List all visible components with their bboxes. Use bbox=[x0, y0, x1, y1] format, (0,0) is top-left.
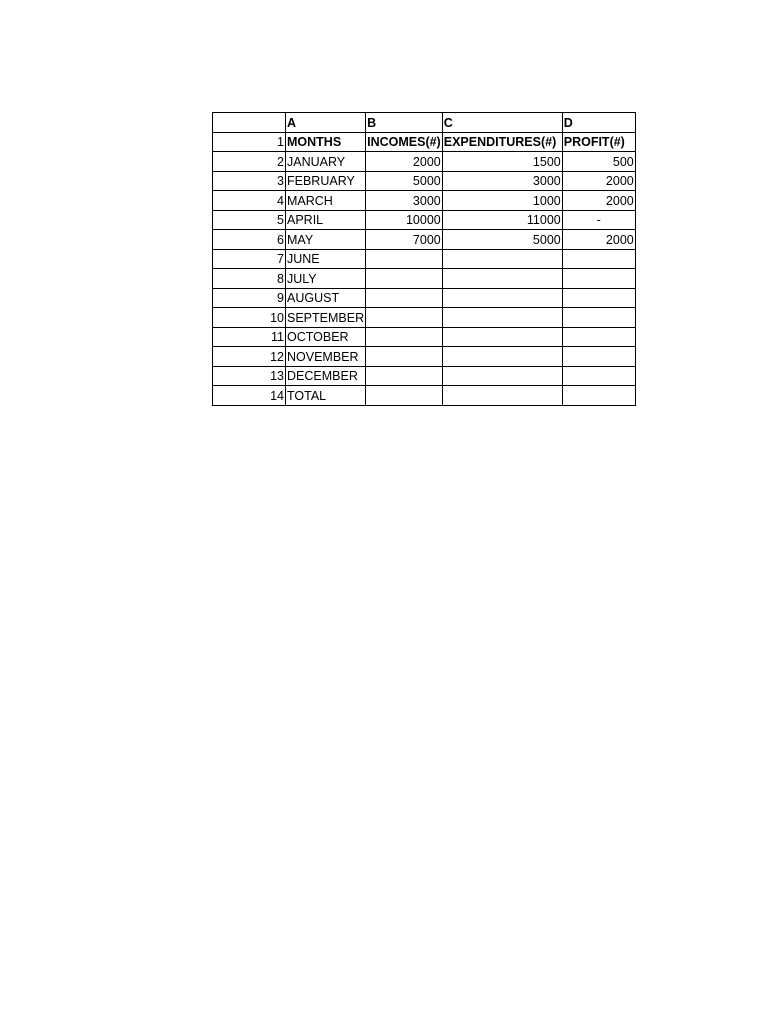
profit-cell bbox=[562, 308, 635, 328]
month-cell: SEPTEMBER bbox=[286, 308, 366, 328]
corner-cell bbox=[213, 113, 286, 133]
expenditure-cell: 1000 bbox=[442, 191, 562, 211]
table-row bbox=[213, 230, 636, 250]
profit-cell bbox=[562, 327, 635, 347]
income-cell: 3000 bbox=[366, 191, 443, 211]
month-cell: MARCH bbox=[286, 191, 366, 211]
profit-cell bbox=[562, 347, 635, 367]
profit-cell: 2000 bbox=[562, 191, 635, 211]
income-cell: 5000 bbox=[366, 171, 443, 191]
header-row bbox=[213, 132, 636, 152]
table-row bbox=[213, 191, 636, 211]
income-cell bbox=[366, 366, 443, 386]
expenditure-cell: 3000 bbox=[442, 171, 562, 191]
table-row bbox=[213, 327, 636, 347]
expenditure-cell bbox=[442, 327, 562, 347]
table-row bbox=[213, 269, 636, 289]
expenditure-cell: 5000 bbox=[442, 230, 562, 250]
expenditure-cell bbox=[442, 386, 562, 406]
row-index: 6 bbox=[213, 230, 286, 250]
table-row bbox=[213, 249, 636, 269]
expenditure-cell bbox=[442, 308, 562, 328]
expenditure-cell bbox=[442, 366, 562, 386]
month-cell: JULY bbox=[286, 269, 366, 289]
table-row bbox=[213, 366, 636, 386]
table-row bbox=[213, 171, 636, 191]
month-cell: NOVEMBER bbox=[286, 347, 366, 367]
income-expenditure-table bbox=[212, 112, 636, 406]
row-index: 4 bbox=[213, 191, 286, 211]
expenditure-cell bbox=[442, 249, 562, 269]
profit-cell: 500 bbox=[562, 152, 635, 172]
profit-cell bbox=[562, 249, 635, 269]
income-cell: 10000 bbox=[366, 210, 443, 230]
header-expenditures: EXPENDITURES(#) bbox=[442, 132, 562, 152]
month-cell: TOTAL bbox=[286, 386, 366, 406]
table-row bbox=[213, 288, 636, 308]
row-index: 14 bbox=[213, 386, 286, 406]
column-letter-b: B bbox=[366, 113, 443, 133]
column-letter-a: A bbox=[286, 113, 366, 133]
expenditure-cell: 11000 bbox=[442, 210, 562, 230]
header-profit: PROFIT(#) bbox=[562, 132, 635, 152]
expenditure-cell bbox=[442, 347, 562, 367]
row-index: 11 bbox=[213, 327, 286, 347]
row-index: 1 bbox=[213, 132, 286, 152]
profit-cell: 2000 bbox=[562, 230, 635, 250]
profit-cell bbox=[562, 386, 635, 406]
table-row bbox=[213, 386, 636, 406]
table-row bbox=[213, 308, 636, 328]
income-cell bbox=[366, 347, 443, 367]
month-cell: JUNE bbox=[286, 249, 366, 269]
column-letter-c: C bbox=[442, 113, 562, 133]
income-cell: 7000 bbox=[366, 230, 443, 250]
row-index: 10 bbox=[213, 308, 286, 328]
profit-cell bbox=[562, 366, 635, 386]
table-row bbox=[213, 152, 636, 172]
row-index: 3 bbox=[213, 171, 286, 191]
income-cell bbox=[366, 308, 443, 328]
profit-cell bbox=[562, 269, 635, 289]
month-cell: AUGUST bbox=[286, 288, 366, 308]
month-cell: APRIL bbox=[286, 210, 366, 230]
column-letter-row bbox=[213, 113, 636, 133]
expenditure-cell: 1500 bbox=[442, 152, 562, 172]
income-cell bbox=[366, 249, 443, 269]
profit-cell: - bbox=[562, 210, 635, 230]
expenditure-cell bbox=[442, 288, 562, 308]
month-cell: MAY bbox=[286, 230, 366, 250]
row-index: 8 bbox=[213, 269, 286, 289]
month-cell: JANUARY bbox=[286, 152, 366, 172]
row-index: 13 bbox=[213, 366, 286, 386]
table-row bbox=[213, 210, 636, 230]
expenditure-cell bbox=[442, 269, 562, 289]
row-index: 5 bbox=[213, 210, 286, 230]
profit-cell: 2000 bbox=[562, 171, 635, 191]
income-cell: 2000 bbox=[366, 152, 443, 172]
month-cell: DECEMBER bbox=[286, 366, 366, 386]
header-months: MONTHS bbox=[286, 132, 366, 152]
row-index: 2 bbox=[213, 152, 286, 172]
month-cell: FEBRUARY bbox=[286, 171, 366, 191]
row-index: 12 bbox=[213, 347, 286, 367]
column-letter-d: D bbox=[562, 113, 635, 133]
income-cell bbox=[366, 269, 443, 289]
header-incomes: INCOMES(#) bbox=[366, 132, 443, 152]
row-index: 9 bbox=[213, 288, 286, 308]
row-index: 7 bbox=[213, 249, 286, 269]
table-row bbox=[213, 347, 636, 367]
profit-cell bbox=[562, 288, 635, 308]
income-cell bbox=[366, 327, 443, 347]
income-cell bbox=[366, 386, 443, 406]
month-cell: OCTOBER bbox=[286, 327, 366, 347]
income-cell bbox=[366, 288, 443, 308]
